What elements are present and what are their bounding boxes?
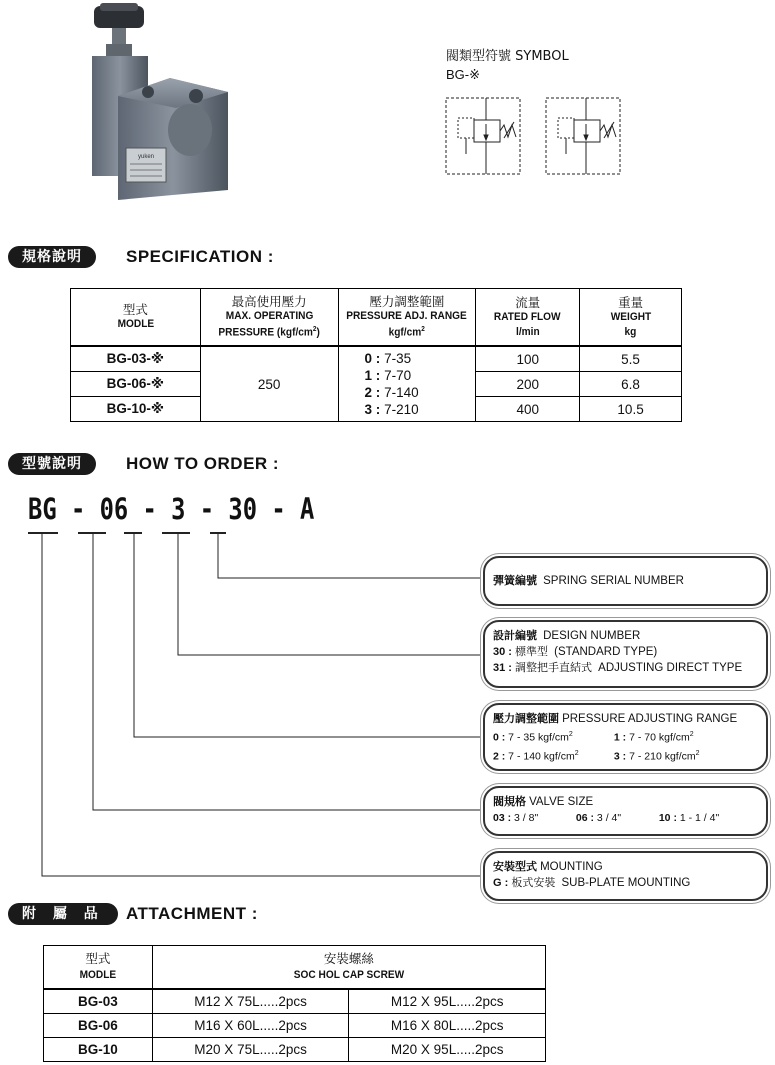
order-box-mounting: 安裝型式 MOUNTING G : 板式安裝 SUB-PLATE MOUNTING: [483, 851, 768, 901]
attachment-screw-a: M16 X 60L.....2pcs: [152, 1014, 349, 1038]
spec-header-weight: 重量 WEIGHT kg: [580, 289, 682, 347]
spec-badge: 規格說明: [8, 246, 96, 268]
attachment-header-row: [44, 946, 546, 990]
nameplate-text: yuken: [137, 154, 155, 160]
attachment-badge: 附 屬 品: [8, 903, 118, 925]
order-box-design: 設計編號 DESIGN NUMBER 30 : 標準型 (STANDARD TYPE) 31 : 調整把手直結式 ADJUSTING DIRECT TYPE: [483, 620, 768, 688]
spec-model: BG-03-※: [71, 346, 201, 372]
order-box-spring: 彈簧編號 SPRING SERIAL NUMBER: [483, 556, 768, 606]
attachment-screw-b: M12 X 95L.....2pcs: [349, 989, 546, 1014]
order-box-pressure: 壓力調整範圍 PRESSURE ADJUSTING RANGE 0 : 7 - 35 kgf/$cm^2$ 1 : 7 - 70 kgf/$cm^2$ 2 : 7 - 140 kgf/$cm^2$ 3 : 7 - 210 kgf/$cm^2$: [483, 703, 768, 771]
attachment-model: BG-10: [44, 1038, 153, 1062]
spec-model: BG-06-※: [71, 372, 201, 397]
spec-range-list: 0 : 7-35 1 : 7-70 2 : 7-140 3 : 7-210: [338, 346, 476, 422]
attachment-screw-a: M12 X 75L.....2pcs: [152, 989, 349, 1014]
attachment-header-screw: 安裝螺絲 SOC HOL CAP SCREW: [152, 946, 545, 990]
spec-flow: 100: [476, 346, 580, 372]
attachment-screw-a: M20 X 75L.....2pcs: [152, 1038, 349, 1062]
attachment-screw-b: M20 X 95L.....2pcs: [349, 1038, 546, 1062]
order-title: HOW TO ORDER :: [126, 454, 280, 473]
order-badge: 型號說明: [8, 453, 96, 475]
attachment-header-model: 型式 MODLE: [44, 946, 153, 990]
spec-header-pressure: 最高使用壓力 MAX. OPERATING PRESSURE $(kgf/cm^2)$: [200, 289, 338, 347]
attachment-screw-b: M16 X 80L.....2pcs: [349, 1014, 546, 1038]
table-row: [44, 989, 546, 1014]
spec-weight: 6.8: [580, 372, 682, 397]
spec-model: BG-10-※: [71, 397, 201, 422]
symbol-title: 閥類型符號 SYMBOL: [446, 49, 569, 64]
symbol-code: BG-※: [446, 67, 481, 82]
spec-flow: 400: [476, 397, 580, 422]
spec-flow: 200: [476, 372, 580, 397]
spec-header-model: 型式 MODLE: [71, 289, 201, 347]
spec-header-range: 壓力調整範圍 PRESSURE ADJ. RANGE kgf/$cm^2$: [338, 289, 476, 347]
attachment-title: ATTACHMENT :: [126, 904, 258, 923]
order-box-size: 閥規格 VALVE SIZE 03 : 3 / 8" 06 : 3 / 4" 10 : 1 - 1 / 4": [483, 786, 768, 836]
order-code: BG - 06 - 3 - 30 - A: [28, 492, 315, 526]
spec-weight: 5.5: [580, 346, 682, 372]
attachment-model: BG-06: [44, 1014, 153, 1038]
attachment-model: BG-03: [44, 989, 153, 1014]
spec-title: SPECIFICATION :: [126, 247, 274, 266]
spec-header-flow: 流量 RATED FLOW l/min: [476, 289, 580, 347]
spec-pressure-value: 250: [200, 346, 338, 422]
table-row: [44, 1038, 546, 1062]
table-row: [44, 1014, 546, 1038]
attachment-table: [43, 945, 546, 1062]
spec-weight: 10.5: [580, 397, 682, 422]
